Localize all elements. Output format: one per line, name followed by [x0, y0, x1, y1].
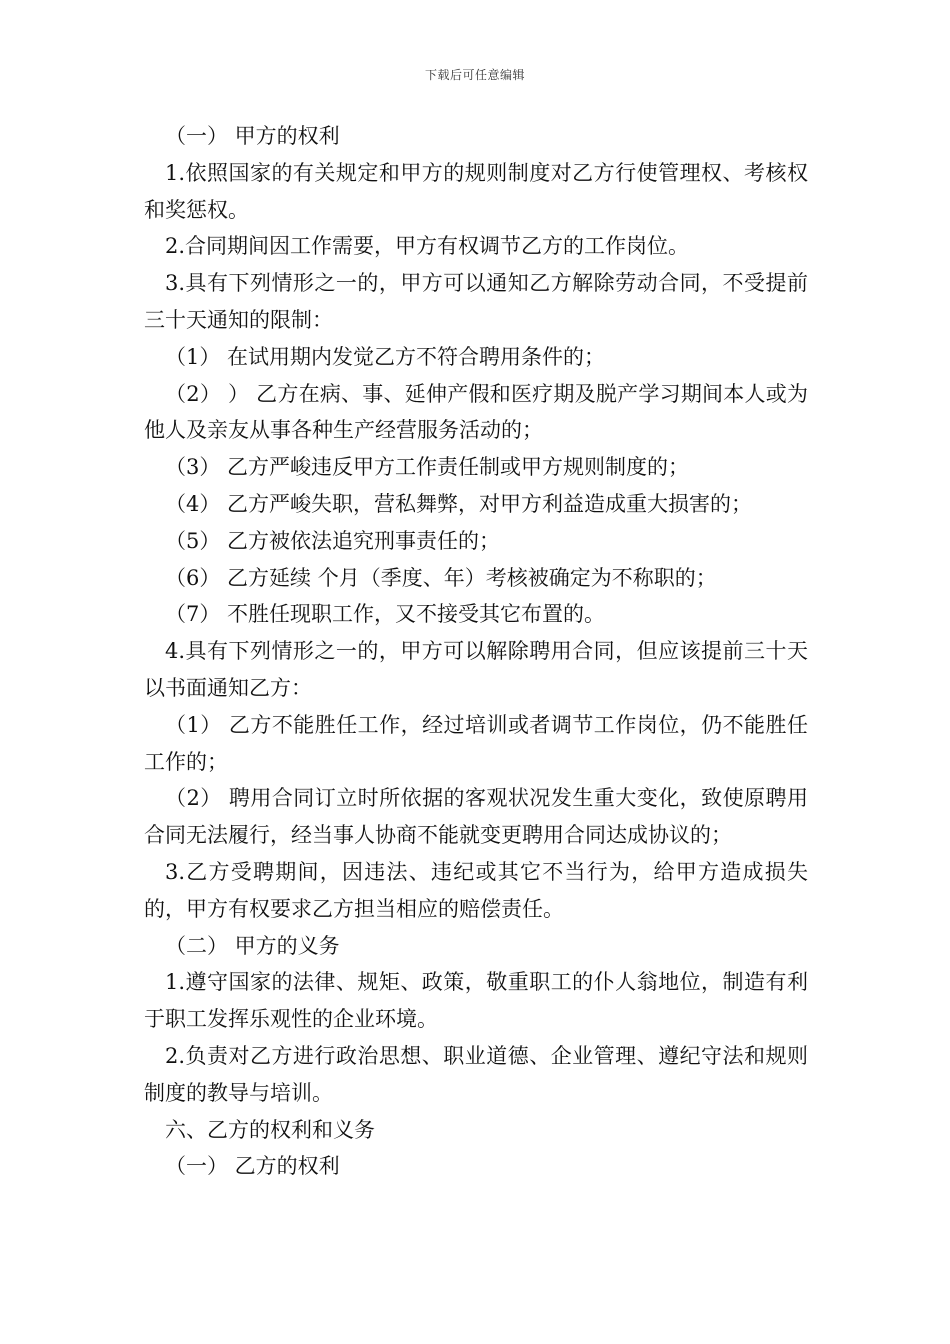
sub-item: （2） 聘用合同订立时所依据的客观状况发生重大变化，致使原聘用合同无法履行，经当事人协商不能就变更聘用合同达成协议的； [144, 786, 808, 848]
chapter-heading: 六、乙方的权利和义务 [165, 1117, 375, 1142]
sub-item: （7） 不胜任现职工作，又不接受其它布置的。 [165, 602, 606, 627]
sub-item: （1） 在试用期内发觉乙方不符合聘用条件的； [165, 344, 606, 369]
clause-paragraph: 2.负责对乙方进行政治思想、职业道德、企业管理、遵纪守法和规则制度的教导与培训。 [144, 1043, 808, 1105]
clause-paragraph: 3.具有下列情形之一的，甲方可以通知乙方解除劳动合同，不受提前三十天通知的限制： [144, 271, 808, 332]
clause-paragraph: 3.乙方受聘期间，因违法、违纪或其它不当行为，给甲方造成损失的，甲方有权要求乙方担当相应的赔偿责任。 [144, 859, 808, 921]
section-heading: （二） 甲方的义务 [165, 933, 340, 958]
page-header: 下载后可任意编辑 [424, 68, 525, 82]
section-heading: （一） 甲方的权利 [165, 124, 340, 148]
document-body [144, 118, 808, 1185]
clause-paragraph: 2.合同期间因工作需要，甲方有权调节乙方的工作岗位。 [165, 234, 690, 259]
clause-paragraph: 4.具有下列情形之一的，甲方可以解除聘用合同，但应该提前三十天以书面通知乙方： [144, 639, 808, 700]
sub-item: （1） 乙方不能胜任工作，经过培训或者调节工作岗位，仍不能胜任工作的； [144, 712, 808, 774]
sub-item: （3） 乙方严峻违反甲方工作责任制或甲方规则制度的； [165, 455, 690, 480]
clause-paragraph: 1.依照国家的有关规定和甲方的规则制度对乙方行使管理权、考核权和奖惩权。 [144, 160, 808, 222]
sub-item: （6） 乙方延续 个月（季度、年）考核被确定为不称职的； [165, 565, 717, 590]
sub-item: （2） ） 乙方在病、事、延伸产假和医疗期及脱产学习期间本人或为他人及亲友从事各种生产经营服务活动的； [144, 381, 808, 443]
section-heading: （一） 乙方的权利 [165, 1154, 340, 1179]
clause-paragraph: 1.遵守国家的法律、规矩、政策，敬重职工的仆人翁地位，制造有利于职工发挥乐观性的企业环境。 [144, 970, 808, 1032]
sub-item: （5） 乙方被依法追究刑事责任的； [165, 528, 501, 553]
sub-item: （4） 乙方严峻失职，营私舞弊，对甲方利益造成重大损害的； [165, 491, 753, 516]
